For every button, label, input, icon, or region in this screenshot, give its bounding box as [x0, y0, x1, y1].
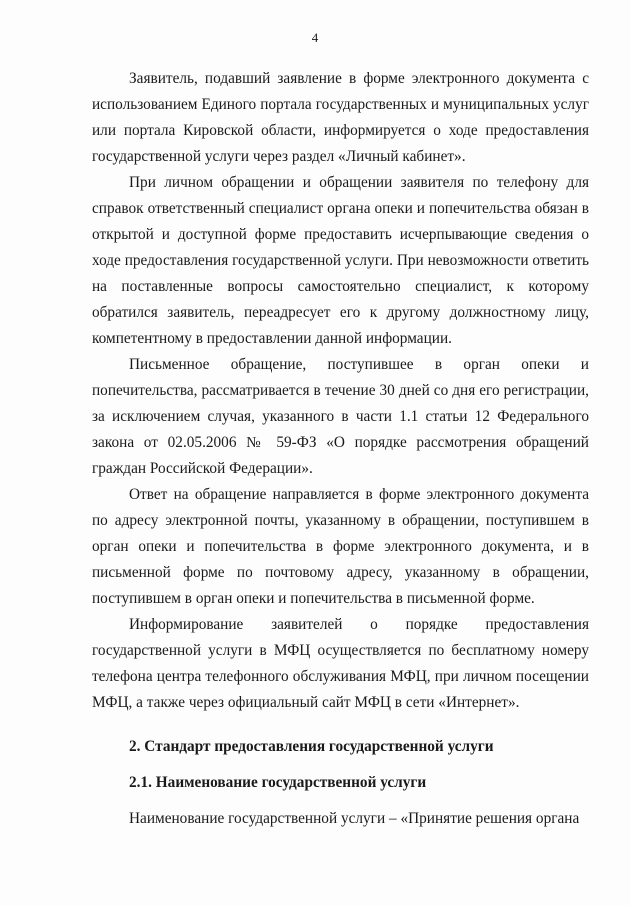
subsection-heading: 2.1. Наименование государственной услуги [129, 774, 427, 791]
paragraph-appeal-response: Ответ на обращение направляется в форме электронного документа по адресу электронной почты, указанному в обращении, поступившем в орган опеки и попечительства в форме электронного документа, и в письменной форме по почтовому адресу, указанному в обращении, поступившем в орган опеки и попечительства в письменной форме. [92, 486, 589, 607]
paragraph-personal-cabinet-info: Заявитель, подавший заявление в форме электронного документа с использованием Единого портала государственных и муниципальных услуг или портала Кировской области, информируется о ходе предоставления государственной услуги через раздел «Личный кабинет». [92, 70, 589, 165]
paragraph-service-name: Наименование государственной услуги – «Принятие решения органа [129, 810, 580, 827]
spacer [92, 796, 589, 806]
paragraph-mfc-informing: Информирование заявителей о порядке предоставления государственной услуги в МФЦ осуществляется по бесплатному номеру телефона центра телефонного обслуживания МФЦ, при личном посещении МФЦ, а также через официальный сайт МФЦ в сети «Интернет». [92, 616, 589, 711]
spacer [92, 760, 589, 770]
spacer [92, 716, 589, 734]
paragraph-phone-inquiries: При личном обращении и обращении заявителя по телефону для справок ответственный специалист органа опеки и попечительства обязан в открытой и доступной форме предоставить исчерпывающие сведения о ходе предоставления государственной услуги. При невозможности ответить на поставленные вопросы самостоятельно специалист, к которому обратился заявитель, переадресует его к другому должностному лицу, компетентному в предоставлении данной информации. [92, 174, 589, 347]
page-number: 4 [311, 30, 319, 45]
section-heading: 2. Стандарт предоставления государственной услуги [129, 738, 494, 755]
paragraph-written-appeal: Письменное обращение, поступившее в орган опеки и попечительства, рассматривается в течение 30 дней со дня его регистрации, за исключением случая, указанного в части 1.1 статьи 12 Федерального закона от 02.05.2006 № 59-ФЗ «О порядке рассмотрения обращений граждан Российской Федерации». [92, 356, 589, 477]
document-body [92, 66, 589, 832]
